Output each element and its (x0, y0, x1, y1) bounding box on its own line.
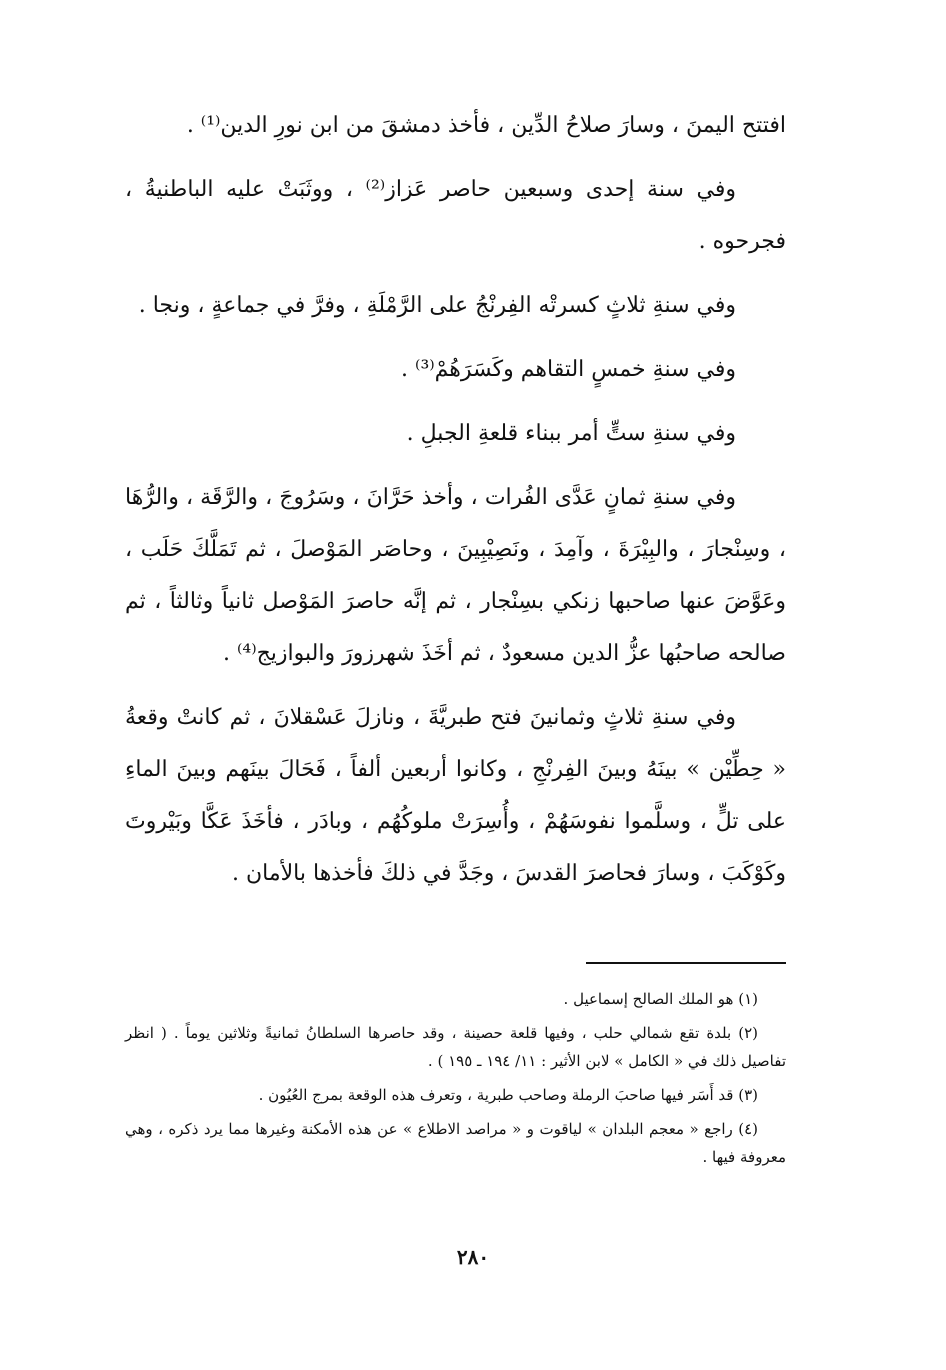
paragraph-3: وفي سنةِ ثلاثٍ كسرتْه الفِرنْجُ على الرَّمْلَةِ ، وفرَّ في جماعةٍ ، ونجا . (138, 293, 736, 318)
paragraph-7: وفي سنةِ ثلاثٍ وثمانينَ فتح طبريَّةَ ، ونازلَ عَسْقلانَ ، ثم كانتْ وقعةُ « حِطِّيْن » بينَهُ وبينَ الفِرنْجِ ، وكانوا أربعين ألفاً ، فَحَالَ بينَهم وبينَ الماءِ على تلٍّ ، وسلَّموا نفوسَهُمْ ، وأُسِرَتْ ملوكُهُم ، وبادَر ، فأخَذَ عَكَّا وبَيْروتَ وكَوْكَبَ ، وسارَ فحاصرَ القدسَ ، وجَدَّ في ذلكَ فأخذها بالأمان . (125, 705, 786, 886)
paragraph-1: افتتح اليمنَ ، وسارَ صلاحُ الدِّين ، فأخذ دمشقَ من ابن نورِ الدين⁽¹⁾ . (186, 113, 786, 138)
paragraph-5: وفي سنةِ ستٍّ أمر ببناء قلعةِ الجبلِ . (406, 421, 736, 446)
footnote-divider (586, 962, 786, 964)
footnote-2: (٢) بلدة تقع شمالي حلب ، وفيها قلعة حصينة ، وقد حاصرها السلطانُ ثمانيةً وثلاثين يوماً . ( انظر تفاصيل ذلك في « الكامل » لابن الأثير : ١١/ ١٩٤ ـ ١٩٥ ) . (125, 1024, 786, 1070)
main-text (125, 100, 786, 912)
footnotes (125, 985, 786, 1177)
paragraph-2: وفي سنة إحدى وسبعين حاصر عَزاز⁽²⁾ ، ووثَبَتْ عليه الباطنيةُ ، فجرحوه . (125, 177, 786, 254)
paragraph-6: وفي سنةِ ثمانٍ عَدَّى الفُرات ، وأخذ حَرَّانَ ، وسَرُوجَ ، والرَّقَة ، والرُّهَا ، وسِنْجارَ ، والبِيْرَةَ ، وآمِدَ ، ونَصِيْبِينَ ، وحاصَر المَوْصلَ ، ثم تَمَلَّكَ حَلَب ، وعَوَّضَ عنها صاحبها زنكي بسِنْجار ، ثم إنَّه حاصرَ المَوْصل ثانياً وثالثاً ، ثم صالحه صاحبُها عزُّ الدين مسعودٌ ، ثم أخَذَ شهرزورَ والبوازيج⁽⁴⁾ . (125, 485, 786, 666)
page-number: ٢٨٠ (456, 1245, 490, 1269)
footnote-3: (٣) قد أَسَر فيها صاحبَ الرملة وصاحب طبرية ، وتعرف هذه الوقعة بمرج العُيُون . (258, 1086, 758, 1104)
paragraph-4: وفي سنةِ خمسٍ التقاهم وكَسَرَهُمْ⁽³⁾ . (401, 357, 736, 382)
footnote-1: (١) هو الملك الصالح إسماعيل . (563, 990, 758, 1008)
footnote-4: (٤) راجع « معجم البلدان » لياقوت و « مراصد الاطلاع » عن هذه الأمكنة وغيرها مما يرد ذكره ، وهي معروفة فيها . (125, 1120, 786, 1166)
